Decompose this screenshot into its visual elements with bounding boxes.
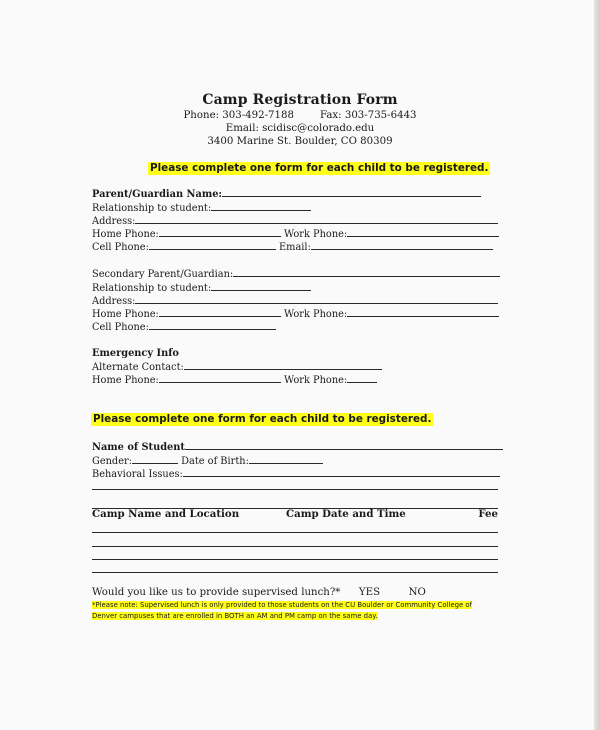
student-dob-label: Date of Birth: — [181, 456, 249, 467]
student-behavioral-label: Behavioral Issues: — [92, 469, 183, 480]
phone-text: Phone: 303-492-7188 — [183, 110, 294, 121]
behavioral-extra-line[interactable] — [92, 489, 498, 490]
emergency-work-phone-label: Work Phone: — [283, 375, 348, 386]
emergency-alternate-row — [92, 360, 382, 374]
secondary-relationship-row — [92, 281, 311, 295]
secondary-address-row — [92, 294, 498, 308]
parent-work-phone-field[interactable] — [347, 227, 499, 237]
contact-address: 3400 Marine St. Boulder, CO 80309 — [207, 136, 393, 147]
emergency-work-phone-field[interactable] — [347, 373, 377, 383]
parent-cell-phone-field[interactable] — [149, 240, 276, 250]
student-gender-field[interactable] — [132, 454, 178, 464]
emergency-alternate-label: Alternate Contact: — [92, 362, 184, 373]
parent-address-field[interactable] — [135, 214, 498, 224]
parent-relationship-label: Relationship to student: — [92, 203, 212, 214]
student-dob-field[interactable] — [249, 454, 323, 464]
emergency-phone-row — [92, 373, 377, 387]
parent-email-label: Email: — [279, 242, 311, 253]
secondary-cell-row — [92, 320, 276, 334]
notice-banner-2: Please complete one form for each child to be registered. — [93, 413, 432, 425]
emergency-home-phone-label: Home Phone: — [92, 375, 159, 386]
emergency-heading: Emergency Info — [92, 348, 179, 359]
secondary-name-field[interactable] — [233, 267, 500, 277]
camp-row-line-2[interactable] — [92, 546, 498, 547]
secondary-home-phone-label: Home Phone: — [92, 309, 159, 320]
parent-relationship-field[interactable] — [211, 201, 311, 211]
parent-address-label: Address: — [92, 216, 136, 227]
lunch-yes-option[interactable]: YES — [358, 587, 381, 598]
lunch-note — [92, 600, 492, 622]
emergency-alternate-field[interactable] — [184, 360, 382, 370]
camp-row-line-4[interactable] — [92, 572, 498, 573]
secondary-address-label: Address: — [92, 296, 136, 307]
secondary-address-field[interactable] — [135, 294, 498, 304]
parent-address-row — [92, 214, 498, 228]
parent-email-field[interactable] — [311, 240, 493, 250]
contact-phone-fax — [0, 110, 600, 121]
contact-email: Email: scidisc@colorado.edu — [225, 123, 375, 134]
student-gender-label: Gender: — [92, 456, 132, 467]
student-name-label: Name of Student — [92, 442, 185, 453]
lunch-row — [92, 586, 426, 599]
secondary-cell-phone-field[interactable] — [149, 320, 276, 330]
parent-name-label: Parent/Guardian Name: — [92, 189, 223, 200]
lunch-note-text: *Please note: Supervised lunch is only provided to those students on the CU Boulder or Community College of Denver campuses that are enrolled in BOTH an AM and PM camp on the same day. — [92, 601, 473, 620]
form-title: Camp Registration Form — [202, 92, 398, 108]
secondary-home-phone-field[interactable] — [159, 307, 281, 317]
parent-cell-phone-label: Cell Phone: — [92, 242, 149, 253]
student-behavioral-row — [92, 467, 500, 481]
parent-home-phone-label: Home Phone: — [92, 229, 159, 240]
camp-row-line-3[interactable] — [92, 559, 498, 560]
parent-cell-row — [92, 240, 493, 254]
camp-row-line-1[interactable] — [92, 532, 498, 533]
secondary-name-label: Secondary Parent/Guardian: — [92, 269, 234, 280]
secondary-work-phone-label: Work Phone: — [283, 309, 348, 320]
student-behavioral-field[interactable] — [183, 467, 500, 477]
parent-name-row — [92, 187, 481, 201]
secondary-work-phone-field[interactable] — [347, 307, 499, 317]
fax-text: Fax: 303-735-6443 — [319, 110, 417, 121]
student-name-field[interactable] — [185, 440, 503, 450]
secondary-cell-phone-label: Cell Phone: — [92, 322, 149, 333]
camp-table-header — [92, 508, 498, 520]
secondary-relationship-label: Relationship to student: — [92, 283, 212, 294]
student-name-row — [92, 440, 503, 454]
secondary-phone-row — [92, 307, 499, 321]
notice-banner: Please complete one form for each child to be registered. — [150, 162, 489, 174]
col-camp-name: Camp Name and Location — [92, 508, 240, 520]
lunch-question: Would you like us to provide supervised lunch?* — [92, 587, 341, 598]
parent-relationship-row — [92, 201, 311, 215]
parent-home-phone-field[interactable] — [159, 227, 281, 237]
parent-name-field[interactable] — [222, 187, 481, 197]
lunch-no-option[interactable]: NO — [408, 587, 426, 598]
parent-phone-row — [92, 227, 499, 241]
student-gender-row — [92, 454, 323, 468]
parent-work-phone-label: Work Phone: — [283, 229, 348, 240]
col-fee: Fee — [478, 508, 498, 520]
secondary-relationship-field[interactable] — [211, 281, 311, 291]
secondary-name-row — [92, 267, 500, 281]
col-camp-date: Camp Date and Time — [286, 508, 406, 520]
emergency-home-phone-field[interactable] — [159, 373, 281, 383]
